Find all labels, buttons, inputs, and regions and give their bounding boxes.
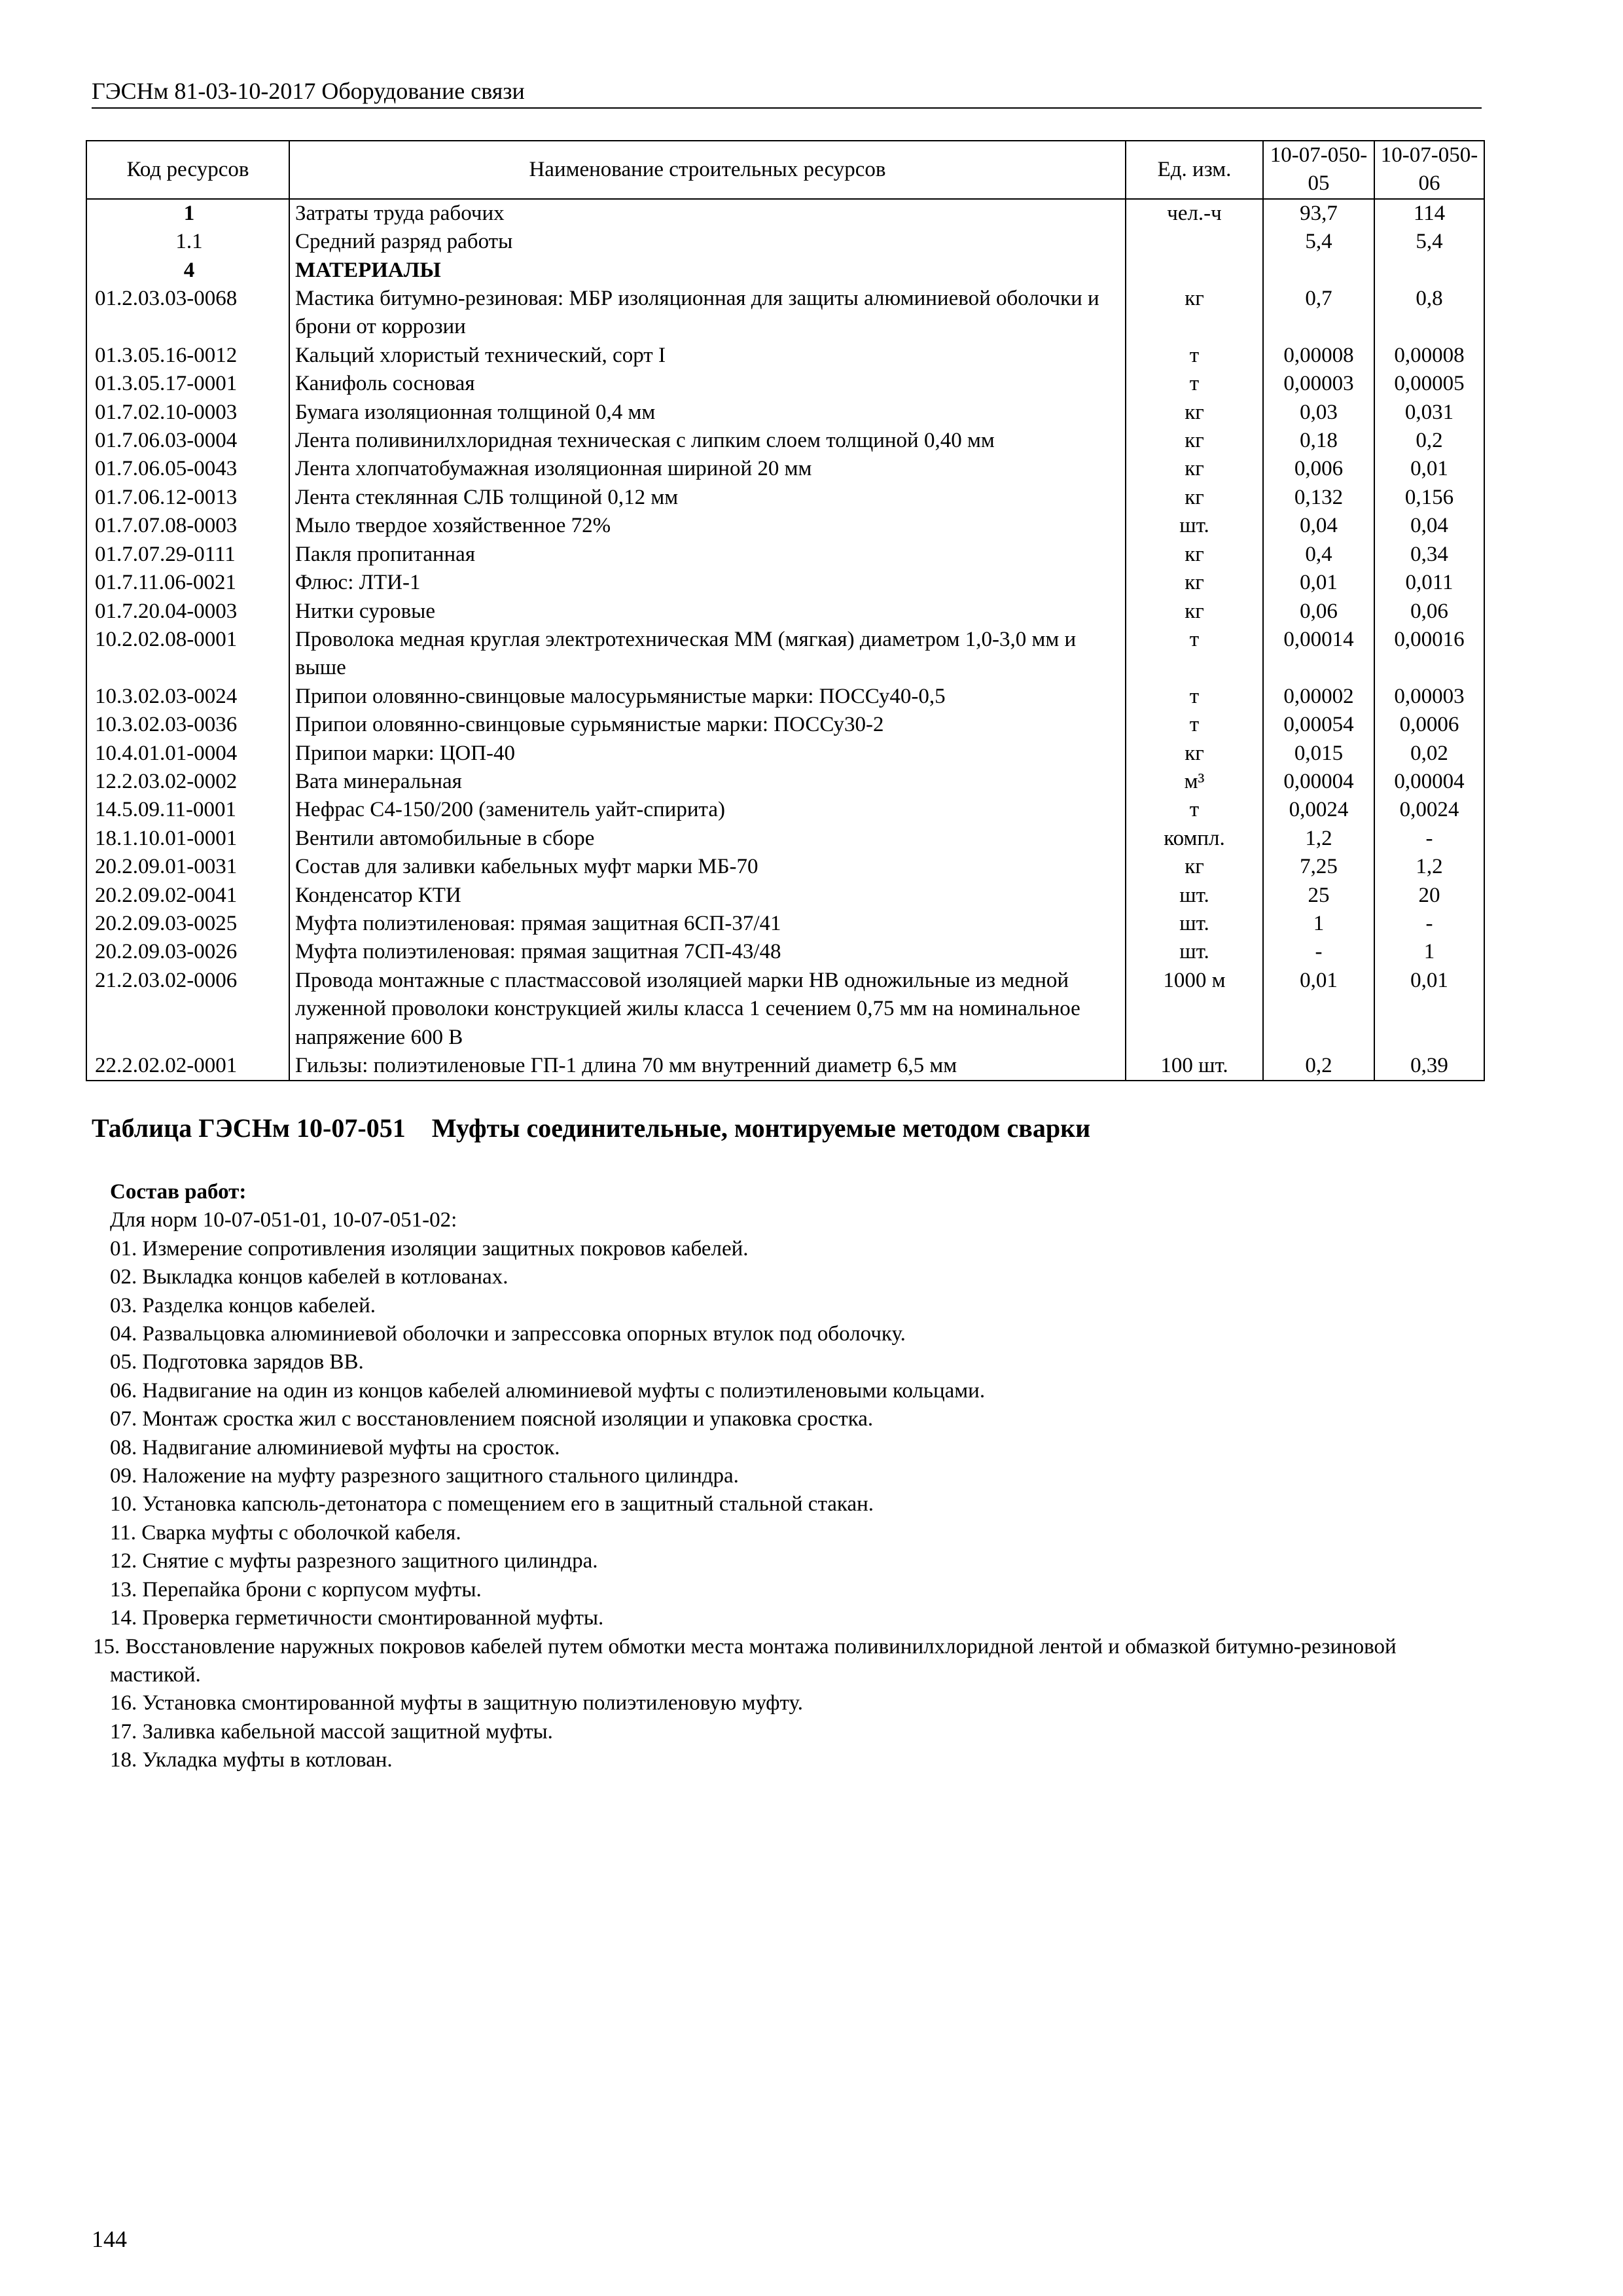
table-row	[86, 342, 1484, 370]
table-header-row	[86, 141, 1484, 199]
work-norms: Для норм 10-07-051-01, 10-07-051-02:	[110, 1208, 457, 1232]
col-header-name: Наименование строительных ресурсов	[289, 141, 1126, 199]
resource-unit: м³	[1126, 768, 1263, 796]
resource-unit: т	[1126, 370, 1263, 398]
resource-name: Мыло твердое хозяйственное 72%	[289, 512, 1126, 540]
norm-value-1: 93,7	[1263, 199, 1374, 228]
table-row	[86, 399, 1484, 427]
norm-value-2: 0,06	[1374, 598, 1484, 626]
resource-code: 21.2.03.02-0006	[86, 967, 289, 1052]
resource-code: 01.7.06.03-0004	[86, 427, 289, 455]
norm-value-2: 0,04	[1374, 512, 1484, 540]
resource-unit	[1126, 228, 1263, 256]
resource-unit: кг	[1126, 399, 1263, 427]
resource-name: Бумага изоляционная толщиной 0,4 мм	[289, 399, 1126, 427]
resource-name: Конденсатор КТИ	[289, 882, 1126, 910]
table-row	[86, 285, 1484, 342]
resource-name: Состав для заливки кабельных муфт марки МБ-70	[289, 853, 1126, 881]
col-header-code: Код ресурсов	[86, 141, 289, 199]
table-row	[86, 796, 1484, 824]
resource-name: Припои оловянно-свинцовые малосурьмянистые марки: ПОССу40-0,5	[289, 683, 1126, 711]
header-rule	[92, 107, 1482, 109]
resource-code: 10.4.01.01-0004	[86, 740, 289, 768]
resource-name: Лента хлопчатобумажная изоляционная шириной 20 мм	[289, 455, 1126, 483]
resource-name: Припои марки: ЦОП-40	[289, 740, 1126, 768]
norm-value-1	[1263, 257, 1374, 285]
resource-unit: кг	[1126, 853, 1263, 881]
resource-code: 01.7.02.10-0003	[86, 399, 289, 427]
table-row	[86, 541, 1484, 569]
norm-value-1: 0,00002	[1263, 683, 1374, 711]
norm-value-2: 0,02	[1374, 740, 1484, 768]
norm-value-1: 0,7	[1263, 285, 1374, 342]
resource-unit: т	[1126, 626, 1263, 683]
norm-value-2: 0,156	[1374, 484, 1484, 512]
resource-code: 01.7.06.12-0013	[86, 484, 289, 512]
resource-code: 10.2.02.08-0001	[86, 626, 289, 683]
col-header-unit: Ед. изм.	[1126, 141, 1263, 199]
resource-unit: чел.-ч	[1126, 199, 1263, 228]
work-item: 08. Надвигание алюминиевой муфты на сросток.	[110, 1435, 560, 1460]
work-item: 15. Восстановление наружных покровов кабелей путем обмотки места монтажа поливинилхлоридной лентой и обмазкой битумно-резиновой мастикой.	[93, 1634, 1397, 1687]
norm-value-2: 0,00005	[1374, 370, 1484, 398]
work-heading: Состав работ:	[110, 1180, 247, 1204]
resource-code: 1	[86, 199, 289, 228]
resource-unit: шт.	[1126, 882, 1263, 910]
table-row	[86, 910, 1484, 938]
resource-code: 22.2.02.02-0001	[86, 1052, 289, 1081]
norm-value-2: 0,00008	[1374, 342, 1484, 370]
resource-name: Нитки суровые	[289, 598, 1126, 626]
resources-table	[86, 140, 1485, 1081]
table-row	[86, 825, 1484, 853]
running-header: ГЭСНм 81-03-10-2017 Оборудование связи	[92, 78, 525, 104]
norm-value-1: 0,00054	[1263, 711, 1374, 739]
resource-name: МАТЕРИАЛЫ	[289, 257, 1126, 285]
resource-code: 12.2.03.02-0002	[86, 768, 289, 796]
resource-code: 1.1	[86, 228, 289, 256]
norm-value-1: 0,04	[1263, 512, 1374, 540]
resource-code: 20.2.09.01-0031	[86, 853, 289, 881]
resource-unit: кг	[1126, 455, 1263, 483]
table-row	[86, 427, 1484, 455]
work-item: 02. Выкладка концов кабелей в котлованах.	[110, 1265, 508, 1289]
resource-code: 10.3.02.03-0024	[86, 683, 289, 711]
table-row	[86, 512, 1484, 540]
resource-name: Канифоль сосновая	[289, 370, 1126, 398]
table-title-name: Муфты соединительные, монтируемые методом сварки	[431, 1113, 1091, 1143]
norm-value-2: 20	[1374, 882, 1484, 910]
col-header-norm-1: 10-07-050-05	[1263, 141, 1374, 199]
table-row	[86, 853, 1484, 881]
resource-unit: кг	[1126, 569, 1263, 597]
table-row	[86, 199, 1484, 228]
work-item: 14. Проверка герметичности смонтированной муфты.	[110, 1606, 604, 1630]
work-item: 01. Измерение сопротивления изоляции защитных покровов кабелей.	[110, 1236, 749, 1261]
norm-value-2: 0,01	[1374, 455, 1484, 483]
resource-unit: шт.	[1126, 512, 1263, 540]
norm-value-2: 1	[1374, 938, 1484, 966]
norm-value-1: 0,00004	[1263, 768, 1374, 796]
norm-value-2: 0,011	[1374, 569, 1484, 597]
table-row	[86, 740, 1484, 768]
resource-name: Вентили автомобильные в сборе	[289, 825, 1126, 853]
resource-code: 10.3.02.03-0036	[86, 711, 289, 739]
resource-code: 01.7.07.08-0003	[86, 512, 289, 540]
resource-name: Провода монтажные с пластмассовой изоляцией марки НВ одножильные из медной луженной проволоки конструкцией жилы класса 1 сечением 0,75 мм на номинальное напряжение 600 В	[289, 967, 1126, 1052]
norm-value-1: 0,03	[1263, 399, 1374, 427]
resource-name: Припои оловянно-свинцовые сурьмянистые марки: ПОССу30-2	[289, 711, 1126, 739]
resource-unit: т	[1126, 342, 1263, 370]
resource-unit: шт.	[1126, 910, 1263, 938]
resource-unit: кг	[1126, 541, 1263, 569]
table-row	[86, 257, 1484, 285]
table-row	[86, 768, 1484, 796]
resource-unit: кг	[1126, 598, 1263, 626]
table-row	[86, 228, 1484, 256]
norm-value-1: 0,00008	[1263, 342, 1374, 370]
norm-value-2: 0,0006	[1374, 711, 1484, 739]
norm-value-2: 0,2	[1374, 427, 1484, 455]
resource-name: Лента поливинилхлоридная техническая с липким слоем толщиной 0,40 мм	[289, 427, 1126, 455]
norm-value-2: 0,00003	[1374, 683, 1484, 711]
table-row	[86, 370, 1484, 398]
norm-value-1: 1,2	[1263, 825, 1374, 853]
norm-value-2: 0,8	[1374, 285, 1484, 342]
resource-unit: т	[1126, 796, 1263, 824]
work-item: 13. Перепайка брони с корпусом муфты.	[110, 1577, 482, 1602]
table-row	[86, 598, 1484, 626]
work-item: 09. Наложение на муфту разрезного защитного стального цилиндра.	[110, 1464, 739, 1488]
table-row	[86, 683, 1484, 711]
table-row	[86, 455, 1484, 483]
norm-value-1: 0,4	[1263, 541, 1374, 569]
resource-code: 01.2.03.03-0068	[86, 285, 289, 342]
col-header-norm-2: 10-07-050-06	[1374, 141, 1484, 199]
norm-value-2: 0,031	[1374, 399, 1484, 427]
norm-value-2: 0,01	[1374, 967, 1484, 1052]
work-item: 07. Монтаж сростка жил с восстановлением поясной изоляции и упаковка сростка.	[110, 1407, 874, 1431]
resource-code: 20.2.09.03-0026	[86, 938, 289, 966]
table-title	[92, 1113, 1090, 1143]
resource-name: Муфта полиэтиленовая: прямая защитная 6СП-37/41	[289, 910, 1126, 938]
work-item: 06. Надвигание на один из концов кабелей алюминиевой муфты с полиэтиленовыми кольцами.	[110, 1378, 986, 1403]
resource-name: Проволока медная круглая электротехническая ММ (мягкая) диаметром 1,0-3,0 мм и выше	[289, 626, 1126, 683]
norm-value-1: 0,01	[1263, 569, 1374, 597]
table-row	[86, 967, 1484, 1052]
resource-name: Мастика битумно-резиновая: МБР изоляционная для защиты алюминиевой оболочки и брони от коррозии	[289, 285, 1126, 342]
work-item: 12. Снятие с муфты разрезного защитного цилиндра.	[110, 1549, 598, 1573]
resource-unit: 1000 м	[1126, 967, 1263, 1052]
norm-value-2: 0,00004	[1374, 768, 1484, 796]
resource-unit: 100 шт.	[1126, 1052, 1263, 1081]
resource-unit: компл.	[1126, 825, 1263, 853]
resource-code: 01.7.20.04-0003	[86, 598, 289, 626]
norm-value-1: 7,25	[1263, 853, 1374, 881]
work-item: 05. Подготовка зарядов ВВ.	[110, 1350, 364, 1374]
resource-code: 01.7.06.05-0043	[86, 455, 289, 483]
resource-code: 14.5.09.11-0001	[86, 796, 289, 824]
work-item: 16. Установка смонтированной муфты в защитную полиэтиленовую муфту.	[110, 1691, 803, 1715]
norm-value-2: 0,34	[1374, 541, 1484, 569]
table-row	[86, 1052, 1484, 1081]
norm-value-1: 1	[1263, 910, 1374, 938]
resource-code: 20.2.09.03-0025	[86, 910, 289, 938]
resource-unit: кг	[1126, 740, 1263, 768]
table-title-number: Таблица ГЭСНм 10-07-051	[92, 1113, 406, 1143]
norm-value-2	[1374, 257, 1484, 285]
resources-table-body	[86, 199, 1484, 1081]
table-row	[86, 569, 1484, 597]
norm-value-1: 0,015	[1263, 740, 1374, 768]
resource-name: Муфта полиэтиленовая: прямая защитная 7СП-43/48	[289, 938, 1126, 966]
work-item: 10. Установка капсюль-детонатора с помещением его в защитный стальной стакан.	[110, 1492, 874, 1516]
work-item: 17. Заливка кабельной массой защитной муфты.	[110, 1719, 553, 1744]
resource-code: 01.3.05.16-0012	[86, 342, 289, 370]
resource-code: 18.1.10.01-0001	[86, 825, 289, 853]
resource-code: 4	[86, 257, 289, 285]
norm-value-1: 0,01	[1263, 967, 1374, 1052]
resource-code: 20.2.09.02-0041	[86, 882, 289, 910]
resource-unit: т	[1126, 683, 1263, 711]
resource-unit: кг	[1126, 427, 1263, 455]
work-composition	[93, 1178, 1484, 1775]
norm-value-1: -	[1263, 938, 1374, 966]
page-number: 144	[92, 2226, 127, 2252]
table-row	[86, 938, 1484, 966]
norm-value-1: 0,18	[1263, 427, 1374, 455]
resource-code: 01.3.05.17-0001	[86, 370, 289, 398]
resource-name: Кальций хлористый технический, сорт I	[289, 342, 1126, 370]
resource-name: Флюс: ЛТИ-1	[289, 569, 1126, 597]
norm-value-1: 0,132	[1263, 484, 1374, 512]
resource-name: Затраты труда рабочих	[289, 199, 1126, 228]
norm-value-2: -	[1374, 910, 1484, 938]
norm-value-1: 25	[1263, 882, 1374, 910]
norm-value-2: 0,39	[1374, 1052, 1484, 1081]
norm-value-1: 0,0024	[1263, 796, 1374, 824]
norm-value-1: 0,00003	[1263, 370, 1374, 398]
resource-unit: кг	[1126, 484, 1263, 512]
norm-value-1: 5,4	[1263, 228, 1374, 256]
resource-unit	[1126, 257, 1263, 285]
resource-name: Вата минеральная	[289, 768, 1126, 796]
resource-name: Гильзы: полиэтиленовые ГП-1 длина 70 мм внутренний диаметр 6,5 мм	[289, 1052, 1126, 1081]
table-row	[86, 711, 1484, 739]
table-row	[86, 484, 1484, 512]
resource-name: Пакля пропитанная	[289, 541, 1126, 569]
norm-value-2: 1,2	[1374, 853, 1484, 881]
resource-unit: кг	[1126, 285, 1263, 342]
norm-value-2: 114	[1374, 199, 1484, 228]
work-items-list	[93, 1235, 1484, 1775]
work-item: 04. Развальцовка алюминиевой оболочки и запрессовка опорных втулок под оболочку.	[110, 1322, 906, 1346]
work-item: 18. Укладка муфты в котлован.	[110, 1748, 393, 1772]
work-item: 03. Разделка концов кабелей.	[110, 1293, 376, 1318]
norm-value-1: 0,06	[1263, 598, 1374, 626]
resource-code: 01.7.11.06-0021	[86, 569, 289, 597]
norm-value-2: 0,0024	[1374, 796, 1484, 824]
table-row	[86, 882, 1484, 910]
norm-value-2: 5,4	[1374, 228, 1484, 256]
resource-name: Лента стеклянная СЛБ толщиной 0,12 мм	[289, 484, 1126, 512]
norm-value-2: 0,00016	[1374, 626, 1484, 683]
norm-value-2: -	[1374, 825, 1484, 853]
norm-value-1: 0,2	[1263, 1052, 1374, 1081]
resource-name: Нефрас С4-150/200 (заменитель уайт-спирита)	[289, 796, 1126, 824]
table-row	[86, 626, 1484, 683]
resource-code: 01.7.07.29-0111	[86, 541, 289, 569]
norm-value-1: 0,00014	[1263, 626, 1374, 683]
resource-unit: т	[1126, 711, 1263, 739]
norm-value-1: 0,006	[1263, 455, 1374, 483]
resource-name: Средний разряд работы	[289, 228, 1126, 256]
work-item: 11. Сварка муфты с оболочкой кабеля.	[110, 1520, 461, 1545]
resource-unit: шт.	[1126, 938, 1263, 966]
